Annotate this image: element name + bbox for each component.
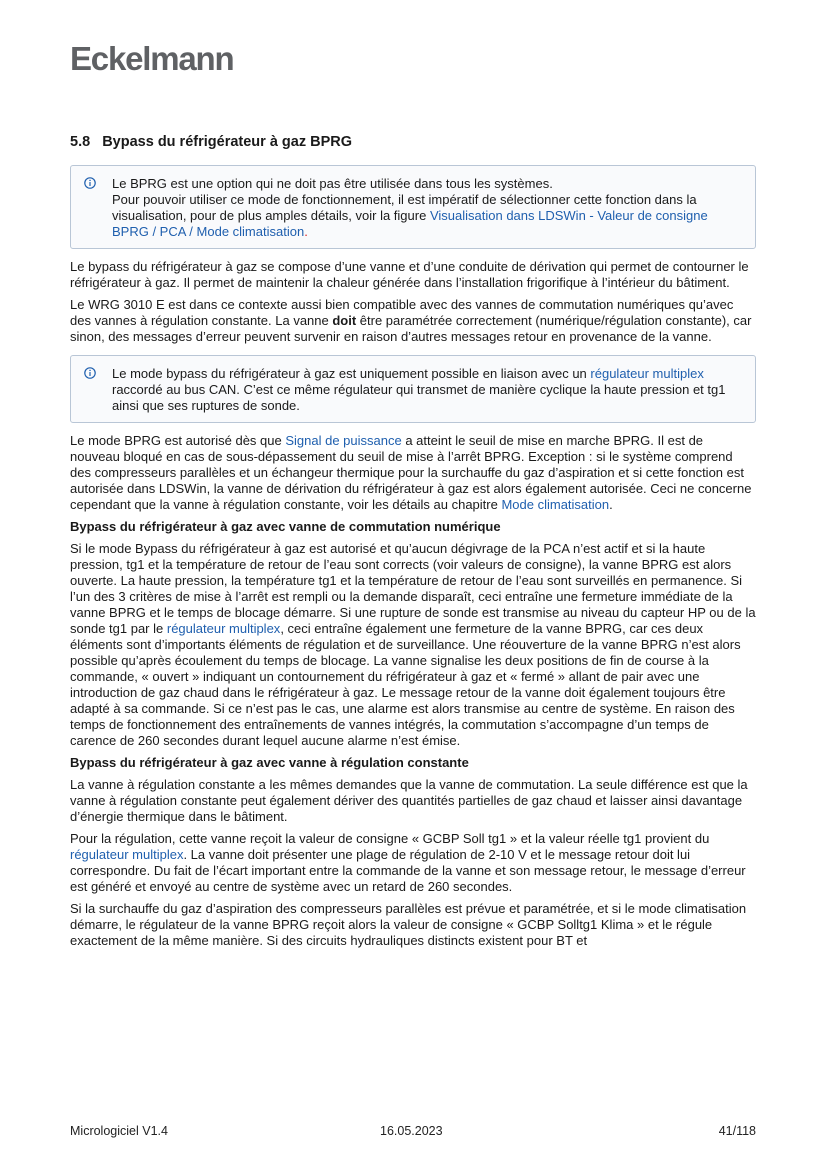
- text-part: raccordé au bus CAN. C’est ce même régulateur qui transmet de manière cyclique la haute pression et tg1 ainsi que ses ruptures de sonde.: [112, 382, 726, 413]
- note-text-part: Pour pouvoir utiliser ce mode de fonctionnement, il est impératif de sélectionner cette fonction dans la visualisation, pour de plus amples détails, voir la figure: [112, 192, 697, 223]
- text-part: , ceci entraîne également une fermeture de la vanne BPRG, car ces deux éléments sont d’importants éléments de régulation et de surveillance. Une réouverture de la vanne BPRG n’est alors possible qu’après écoulement du temps de blocage. La vanne signalise les deux positions de fin de course à la commande, « ouvert » indiquant un contournement du réfrigérateur à gaz et « fermé » allant de pair avec une introduction de gaz chaud dans le réfrigérateur à gaz. Le message retour de la vanne doit également toujours être adapté à sa commande. Si ce n’est pas le cas, une alarme est alors transmise au centre de système. En raison des temps de fonctionnement des entraînements de vannes intégrés, la commutation s’accompagne d’un temps de carence de 260 secondes durant lequel aucune alarme n’est émise.: [70, 621, 741, 748]
- bold-text: doit: [332, 313, 357, 328]
- info-icon: [84, 367, 96, 379]
- text-part: Le mode bypass du réfrigérateur à gaz est uniquement possible en liaison avec un: [112, 366, 591, 381]
- footer-date: 16.05.2023: [380, 1124, 443, 1138]
- info-note-multiplex: [70, 355, 756, 423]
- paragraph-vanne-numerique: [70, 541, 756, 749]
- text-part: .: [609, 497, 613, 512]
- footer-firmware-version: Micrologiciel V1.4: [70, 1124, 168, 1138]
- paragraph-regulation: [70, 831, 756, 895]
- text-part: Si le mode Bypass du réfrigérateur à gaz est autorisé et qu’aucun dégivrage de la PCA n’est actif et si la haute pression, tg1 et la température de retour de l’eau sont corrects (voir valeurs de consigne), la vanne BPRG est alors ouverte. La haute pression, la température tg1 et la température de retour de l’eau sont surveillés en permanence. Si l’un des 3 critères de mise à l’arrêt est rempli ou la demande disparaît, ceci entraîne une fermeture immédiate de la vanne BPRG et le temps de blocage démarre. Si une rupture de sonde est transmise au niveau du capteur HP ou de la sonde tg1 par le: [70, 541, 756, 636]
- note-period: .: [304, 224, 308, 239]
- footer-page-number: 41/118: [718, 1124, 756, 1138]
- eckelmann-logo: Eckelmann: [70, 40, 234, 77]
- paragraph-bprg-mode: [70, 433, 756, 513]
- info-note-bprg-option: [70, 165, 756, 249]
- paragraph-climatisation: Si la surchauffe du gaz d’aspiration des compresseurs parallèles est prévue et paramétrée, et si le mode climatisation démarre, le régulateur de la vanne BPRG reçoit alors la valeur de consigne « GCBP Solltg1 Klima » et le régule exactement de la même manière. Si des circuits hydrauliques distincts existent pour BT et: [70, 901, 747, 948]
- section-number: 5.8: [70, 134, 91, 150]
- link-mode-climatisation[interactable]: Mode climatisation: [501, 497, 610, 512]
- link-signal-de-puissance[interactable]: Signal de puissance: [285, 433, 402, 448]
- paragraph-wrg-compatibility: [70, 297, 756, 345]
- link-regulateur-multiplex[interactable]: régulateur multiplex: [166, 621, 281, 636]
- subsection-heading-constante: Bypass du réfrigérateur à gaz avec vanne à régulation constante: [70, 755, 469, 770]
- text-part: Le mode BPRG est autorisé dès que: [70, 433, 286, 448]
- text-part: Pour la régulation, cette vanne reçoit la valeur de consigne « GCBP Soll tg1 » et la valeur réelle tg1 provient du: [70, 831, 710, 846]
- note-text: [112, 192, 741, 240]
- note-line: Le BPRG est une option qui ne doit pas être utilisée dans tous les systèmes.: [112, 176, 553, 191]
- text-part: être paramétrée correctement (numérique/régulation constante), car sinon, des messages d’erreur peuvent survenir en raison d’autres messages retour en provenance de la vanne.: [70, 313, 752, 344]
- text-part: a atteint le seuil de mise en marche BPRG. Il est de nouveau bloqué en cas de sous-dépassement du seuil de mise à l’arrêt BPRG. Exception : si le système comprend des compresseurs parallèles et un échangeur thermique pour la surchauffe du gaz d’aspiration et si cette fonction est autorisée dans LDSWin, la vanne de dérivation du réfrigérateur à gaz est alors également autorisée. Ceci ne concerne cependant que la vanne à régulation constante, voir les détails au chapitre: [70, 433, 752, 512]
- info-icon: [84, 177, 96, 189]
- section-title: Bypass du réfrigérateur à gaz BPRG: [102, 134, 353, 150]
- note-text: [112, 366, 741, 414]
- subsection-heading-numerique: Bypass du réfrigérateur à gaz avec vanne de commutation numérique: [70, 519, 501, 534]
- paragraph-bypass-description: Le bypass du réfrigérateur à gaz se compose d’une vanne et d’une conduite de dérivation qui permet de contourner le réfrigérateur à gaz. Il permet de maintenir la chaleur générée dans l’installation frigorifique à l’intérieur du bâtiment.: [70, 259, 749, 290]
- text-part: . La vanne doit présenter une plage de régulation de 2-10 V et le message retour doit lui correspondre. Du fait de l’écart important entre la commande de la vanne et son message retour, le message d’erreur est généré et envoyé au centre de système avec un retard de 260 secondes.: [70, 847, 746, 894]
- page-content: [70, 133, 756, 955]
- section-heading: [70, 133, 756, 151]
- link-regulateur-multiplex[interactable]: régulateur multiplex: [70, 847, 184, 862]
- text-part: Le WRG 3010 E est dans ce contexte aussi bien compatible avec des vannes de commutation numériques qu’avec des vannes à régulation constante. La vanne: [70, 297, 734, 328]
- link-regulateur-multiplex[interactable]: régulateur multiplex: [590, 366, 704, 381]
- link-visualisation-figure[interactable]: Visualisation dans LDSWin - Valeur de consigne BPRG / PCA / Mode climatisation: [112, 208, 708, 239]
- paragraph-vanne-constante: La vanne à régulation constante a les mêmes demandes que la vanne de commutation. La seule différence est que la vanne à régulation constante peut également dériver des quantités partielles de gaz chaud et laisser ainsi davantage d’énergie thermique dans le bâtiment.: [70, 777, 748, 824]
